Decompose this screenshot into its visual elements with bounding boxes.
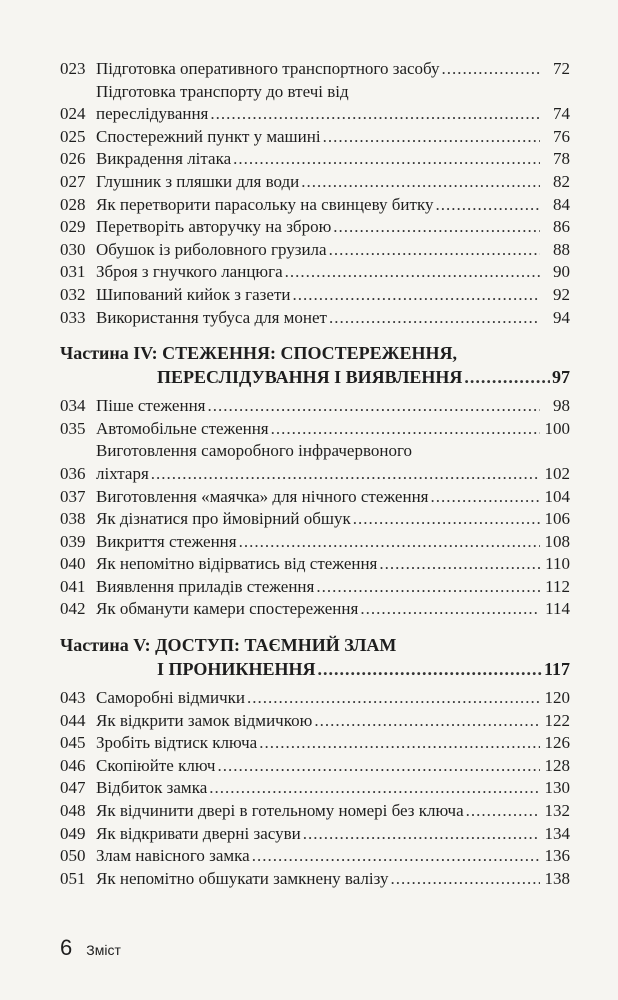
part-title-line1: Частина IV: СТЕЖЕННЯ: СПОСТЕРЕЖЕННЯ, <box>60 343 457 364</box>
entry-number: 042 <box>60 599 86 619</box>
toc-entry[interactable] <box>60 508 570 531</box>
entry-page-number: 136 <box>544 846 570 866</box>
entry-title-line: Автомобільне стеження <box>96 418 269 438</box>
dot-leader <box>303 823 540 846</box>
toc-entry[interactable] <box>60 284 570 307</box>
entry-number: 048 <box>60 801 86 821</box>
dot-leader <box>271 418 540 441</box>
entry-title-line: Саморобні відмички <box>96 688 246 708</box>
entry-page-number: 108 <box>544 531 570 551</box>
entry-page-number: 114 <box>545 599 570 619</box>
entry-number: 033 <box>60 307 86 327</box>
dot-leader <box>316 576 540 599</box>
toc-entry[interactable] <box>60 440 570 485</box>
dot-leader <box>233 148 540 171</box>
entry-page-number: 102 <box>544 463 570 483</box>
entry-page-number: 84 <box>553 194 570 214</box>
entry-title-line: Злам навісного замка <box>96 846 250 866</box>
toc-entry[interactable] <box>60 148 570 171</box>
dot-leader <box>208 395 541 418</box>
dot-leader <box>292 284 540 307</box>
entry-title-line: Як непомітно відірватись від стеження <box>96 554 378 574</box>
entry-title-line: Викрадення літака <box>96 149 232 169</box>
toc-entry[interactable] <box>60 845 570 868</box>
entry-number: 045 <box>60 733 86 753</box>
entry-title-line: Піше стеження <box>96 396 206 416</box>
toc-part-heading[interactable] <box>60 633 570 681</box>
entry-page-number: 100 <box>544 418 570 438</box>
dot-leader <box>329 307 540 330</box>
dot-leader <box>442 58 540 81</box>
dot-leader <box>317 657 542 681</box>
dot-leader <box>466 800 540 823</box>
entry-page-number: 92 <box>553 284 570 304</box>
entry-title-line: Викриття стеження <box>96 531 237 551</box>
dot-leader <box>247 687 540 710</box>
entry-number: 030 <box>60 239 86 259</box>
entry-number: 051 <box>60 868 86 888</box>
dot-leader <box>217 755 540 778</box>
entry-number: 049 <box>60 823 86 843</box>
toc-entry[interactable] <box>60 126 570 149</box>
entry-page-number: 76 <box>553 126 570 146</box>
entry-title-line: Відбиток замка <box>96 778 208 798</box>
entry-number: 043 <box>60 688 86 708</box>
dot-leader <box>431 486 541 509</box>
dot-leader <box>353 508 540 531</box>
entry-number: 039 <box>60 531 86 551</box>
entry-page-number: 132 <box>544 801 570 821</box>
dot-leader <box>379 553 540 576</box>
entry-title-line: ліхтаря <box>96 463 149 483</box>
part-title-line2: ПЕРЕСЛІДУВАННЯ І ВИЯВЛЕННЯ <box>157 367 463 388</box>
entry-title-line: Зробіть відтиск ключа <box>96 733 258 753</box>
entry-title-line: Глушник з пляшки для води <box>96 171 300 191</box>
entry-number: 040 <box>60 554 86 574</box>
toc-entry[interactable] <box>60 216 570 239</box>
entry-page-number: 74 <box>553 104 570 124</box>
entry-number: 047 <box>60 778 86 798</box>
entry-page-number: 78 <box>553 149 570 169</box>
dot-leader <box>333 216 540 239</box>
toc-part-heading[interactable] <box>60 341 570 389</box>
page-footer <box>60 935 121 961</box>
entry-title-line: Скопіюйте ключ <box>96 755 216 775</box>
entry-number: 036 <box>60 463 86 483</box>
entry-page-number: 128 <box>544 755 570 775</box>
entry-number: 050 <box>60 846 86 866</box>
entry-page-number: 82 <box>553 171 570 191</box>
entry-number: 026 <box>60 149 86 169</box>
toc-entry[interactable] <box>60 687 570 710</box>
entry-page-number: 98 <box>553 396 570 416</box>
entry-number: 046 <box>60 755 86 775</box>
dot-leader <box>435 194 540 217</box>
entry-number: 023 <box>60 59 86 78</box>
entry-title-line: переслідування <box>96 104 209 124</box>
entry-number: 029 <box>60 217 86 237</box>
table-of-contents <box>60 58 570 890</box>
entry-page-number: 112 <box>545 576 570 596</box>
toc-entry[interactable] <box>60 171 570 194</box>
dot-leader <box>329 239 540 262</box>
toc-entry[interactable] <box>60 800 570 823</box>
entry-page-number: 122 <box>544 710 570 730</box>
entry-page-number: 104 <box>544 486 570 506</box>
entry-title-line: Як відчинити двері в готельному номері без ключа <box>96 801 464 821</box>
entry-number: 032 <box>60 284 86 304</box>
toc-entry[interactable] <box>60 395 570 418</box>
dot-leader <box>259 732 540 755</box>
part-title-line2: І ПРОНИКНЕННЯ <box>157 659 316 680</box>
entry-title-line: Обушок із риболовного грузила <box>96 239 327 259</box>
dot-leader <box>360 598 540 621</box>
toc-entry[interactable] <box>60 239 570 262</box>
toc-entry[interactable] <box>60 58 570 81</box>
dot-leader <box>210 103 540 126</box>
entry-title-line: Підготовка транспорту до втечі від <box>96 81 349 101</box>
dot-leader <box>390 868 540 891</box>
footer-section-title: Зміст <box>86 942 121 958</box>
entry-title-line: Як перетворити парасольку на свинцеву битку <box>96 194 434 214</box>
entry-title-line: Як непомітно обшукати замкнену валізу <box>96 868 389 888</box>
entry-page-number: 106 <box>544 509 570 529</box>
toc-entry[interactable] <box>60 194 570 217</box>
dot-leader <box>301 171 540 194</box>
toc-entry[interactable] <box>60 823 570 846</box>
dot-leader <box>252 845 540 868</box>
entry-number: 035 <box>60 418 86 438</box>
footer-page-number: 6 <box>60 935 73 960</box>
toc-entry[interactable] <box>60 576 570 599</box>
part-page-number: 97 <box>552 367 570 388</box>
toc-entry[interactable] <box>60 710 570 733</box>
entry-title-line: Зброя з гнучкого ланцюга <box>96 262 283 282</box>
entry-title-line: Як обманути камери спостереження <box>96 599 359 619</box>
entry-title-line: Перетворіть авторучку на зброю <box>96 217 332 237</box>
entry-title-line: Виготовлення саморобного інфрачервоного <box>96 441 413 461</box>
toc-entry[interactable] <box>60 553 570 576</box>
entry-number: 038 <box>60 509 86 529</box>
toc-entry[interactable] <box>60 755 570 778</box>
toc-entry[interactable] <box>60 732 570 755</box>
entry-title-line: Як дізнатися про ймовірний обшук <box>96 509 351 529</box>
entry-title-line: Виготовлення «маячка» для нічного стеження <box>96 486 429 506</box>
entry-number: 027 <box>60 171 86 191</box>
entry-number: 025 <box>60 126 86 146</box>
dot-leader <box>314 710 540 733</box>
dot-leader <box>323 126 540 149</box>
entry-title-line: Використання тубуса для монет <box>96 307 327 327</box>
toc-entry[interactable] <box>60 868 570 891</box>
entry-title-line: Як відкрити замок відмичкою <box>96 710 313 730</box>
part-title-line1: Частина V: ДОСТУП: ТАЄМНИЙ ЗЛАМ <box>60 635 397 656</box>
entry-page-number: 120 <box>544 688 570 708</box>
entry-number: 037 <box>60 486 86 506</box>
entry-title-line: Підготовка оперативного транспортного засобу <box>96 59 440 78</box>
toc-entry[interactable] <box>60 598 570 621</box>
entry-page-number: 110 <box>545 554 570 574</box>
toc-entry[interactable] <box>60 307 570 330</box>
entry-title-line: Шипований кийок з газети <box>96 284 291 304</box>
entry-page-number: 94 <box>553 307 570 327</box>
entry-title-line: Як відкривати дверні засуви <box>96 823 301 843</box>
entry-number: 041 <box>60 576 86 596</box>
entry-page-number: 72 <box>553 59 570 78</box>
entry-page-number: 126 <box>544 733 570 753</box>
dot-leader <box>239 531 540 554</box>
entry-number: 044 <box>60 710 86 730</box>
toc-entry[interactable] <box>60 418 570 441</box>
dot-leader <box>209 777 540 800</box>
part-page-number: 117 <box>543 659 570 680</box>
entry-page-number: 90 <box>553 262 570 282</box>
entry-number: 034 <box>60 396 86 416</box>
entry-number: 028 <box>60 194 86 214</box>
toc-entry[interactable] <box>60 81 570 126</box>
toc-entry[interactable] <box>60 531 570 554</box>
entry-page-number: 130 <box>544 778 570 798</box>
entry-number: 024 <box>60 104 86 124</box>
entry-page-number: 138 <box>544 868 570 888</box>
toc-entry[interactable] <box>60 486 570 509</box>
dot-leader <box>464 365 550 389</box>
entry-page-number: 88 <box>553 239 570 259</box>
entry-page-number: 86 <box>553 217 570 237</box>
entry-number: 031 <box>60 262 86 282</box>
toc-entry[interactable] <box>60 261 570 284</box>
dot-leader <box>285 261 540 284</box>
entry-page-number: 134 <box>544 823 570 843</box>
entry-title-line: Виявлення приладів стеження <box>96 576 315 596</box>
entry-title-line: Спостережний пункт у машині <box>96 126 321 146</box>
dot-leader <box>151 463 540 486</box>
toc-entry[interactable] <box>60 777 570 800</box>
